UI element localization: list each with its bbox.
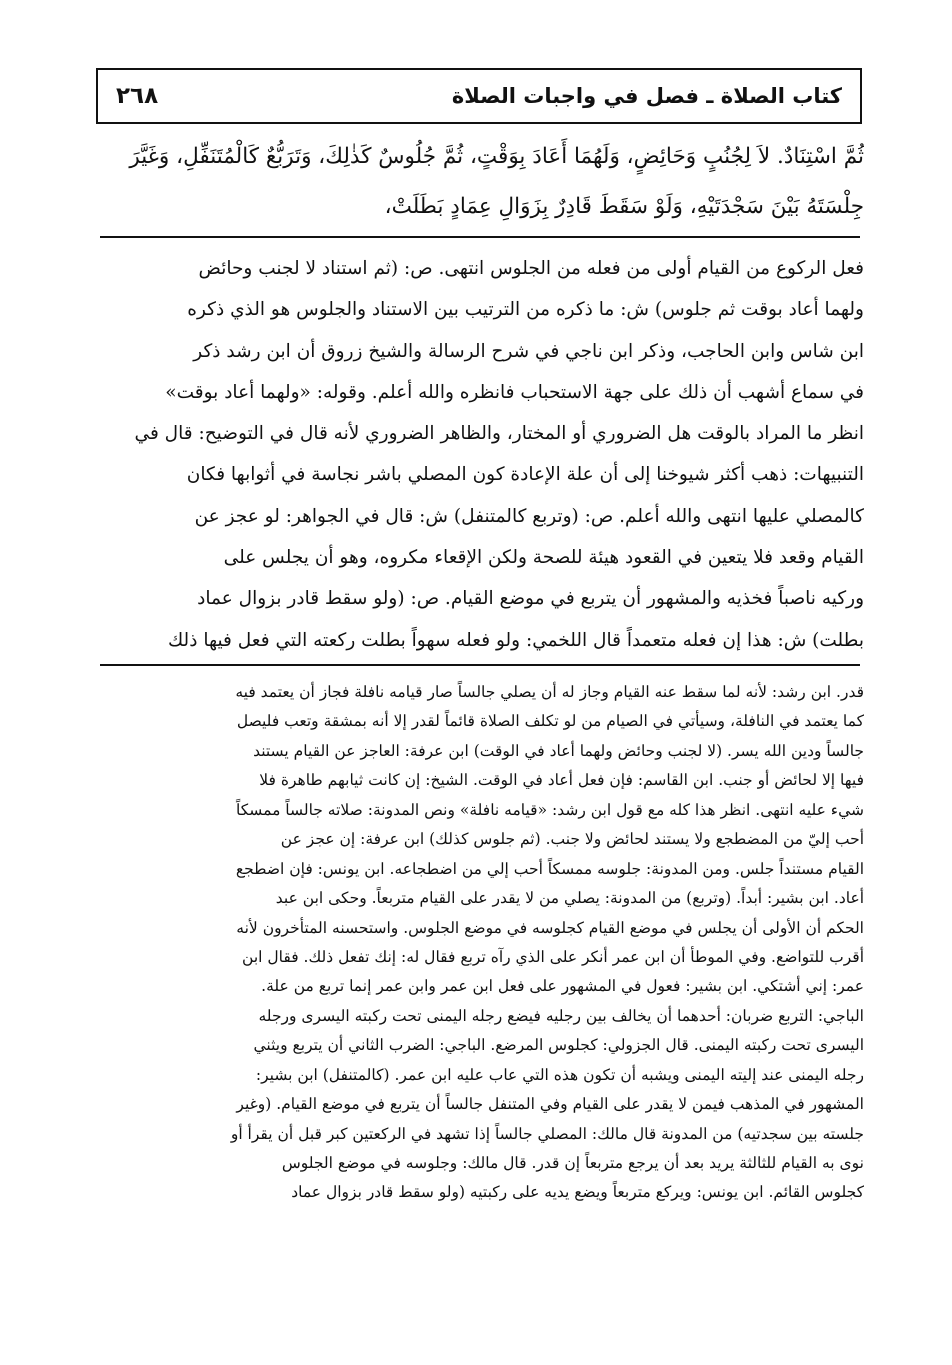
matn-line: جِلْسَتَهُ بَيْنَ سَجْدَتَيْهِ، وَلَوْ سَقَطَ قَادِرٌ بِزَوَالِ عِمَادٍ بَطَلَتْ، [384, 194, 864, 219]
hashiya-line: رجله اليمنى عند إليته اليمنى ويشبه أن تكون هذه التي عاب عليه ابن عمر. (كالمتنفل) ابن بشير: [255, 1065, 864, 1084]
hashiya-line: نوى به القيام للثالثة يريد بعد أن يرجع متربعاً إن قدر. قال مالك: وجلوسه في موضع الجلوس [281, 1154, 864, 1172]
matn-text [92, 132, 864, 232]
hashiya-line: القيام مستنداً جلس. ومن المدونة: جلوسه ممسكاً أحب إلي من اضطجاعه. ابن يونس: فإن اضطجع [235, 859, 864, 878]
page-number: ٢٦٨ [116, 83, 159, 109]
hashiya-line: قدر. ابن رشد: لأنه لما سقط عنه القيام وجاز له أن يصلي جالساً صار قيامه نافلة فجاز أن يعتمد فيه [235, 683, 864, 701]
hashiya-line: الحكم أن الأولى أن يجلس في موضع القيام كجلوسه في موضع الجلوس. واستحسنه المتأخرون لأنه [236, 918, 864, 937]
sharh-line: في سماع أشهب أن ذلك على جهة الاستحباب فانظره والله أعلم. وقوله: «ولهما أعاد بوقت» [165, 381, 864, 403]
matn-line: ثُمَّ اسْتِنَادٌ. لاَ لِجُنُبٍ وَحَائِضٍ، وَلَهُمَا أَعَادَ بِوَقْتٍ، ثُمَّ جُلُوسٌ كَذٰلِكَ، وَتَرَبُّعٌ كَالْمُتَنَفِّلِ، وَغَيَّرَ [129, 144, 864, 169]
sharh-line: انظر ما المراد بالوقت هل الضروري أو المختار، والظاهر الضروري لأنه قال في التوضيح: قال في [134, 423, 864, 445]
sharh-line: ابن شاس وابن الحاجب، وذكر ابن ناجي في شرح الرسالة والشيخ زروق أن ابن رشد ذكر [193, 340, 864, 362]
sharh-line: ولهما أعاد بوقت ثم جلوس) ش: ما ذكره من الترتيب بين الاستناد والجلوس هو الذي ذكره [187, 299, 864, 321]
hashiya-line: شيء عليه انتهى. انظر هذا كله مع قول ابن رشد: «قيامه نافلة» ونص المدونة: صلاته جالساً ممسكاً [236, 800, 864, 819]
hashiya-line: عمر: إني أشتكي. ابن بشير: فعول في المشهور على فعل ابن عمر وابن عمر إنما تربع من علة. [261, 977, 864, 996]
sharh-text [92, 248, 864, 661]
sharh-line: بطلت) ش: هذا إن فعله متعمداً قال اللخمي: ولو فعله سهواً بطلت ركعته التي فعل فيها ذلك [167, 629, 864, 651]
footnote-divider [100, 664, 860, 666]
sharh-line: التنبيهات: ذهب أكثر شيوخنا إلى أن علة الإعادة كون المصلي باشر نجاسة في أثوابها فكان [186, 464, 864, 486]
page-header [96, 68, 862, 124]
sharh-line: القيام وقعد فلا يتعين في القعود هيئة للصحة ولكن الإقعاء مكروه، وهو أن يجلس على [223, 547, 864, 569]
hashiya-line: الباجي: التربع ضربان: أحدهما أن يخالف بين رجليه فيضع رجله اليمنى تحت ركبته اليسرى ورجله [258, 1006, 864, 1025]
hashiya-line: أعاد. ابن بشير: أبداً. (وتربع) من المدونة: يصلي من لا يقدر على القيام متربعاً. وحكى ابن عبد [275, 889, 864, 908]
chapter-title: كتاب الصلاة ـ فصل في واجبات الصلاة [451, 84, 842, 108]
hashiya-line: اليسرى تحت ركبته اليمنى. قال الجزولي: كجلوس المرضع. الباجي: الضرب الثاني أن يتربع ويثني [253, 1036, 864, 1055]
sharh-line: كالمصلي عليها انتهى والله أعلم. ص: (وتربع كالمتنفل) ش: قال في الجواهر: لو عجز عن [194, 505, 864, 527]
hashiya-line: فيها إلا لحائض أو جنب. ابن القاسم: فإن فعل أعاد في الوقت. الشيخ: إن كانت ثيابهم طاهرة فلا [259, 771, 864, 790]
hashiya-line: كما يعتمد في النافلة، وسيأتي في الصيام من لو تكلف الصلاة قائماً لقدر إلا أنه بمشقة وتعب فليصل [236, 712, 864, 731]
hashiya-line: المشهور في المذهب فيمن لا يقدر على القيام وفي المتنفل جالساً أن يتربع في موضع القيام. (وغير [236, 1095, 864, 1114]
hashiya-line: أقرب للتواضع. وفي الموطأ أن ابن عمر أنكر على الذي رآه تربع فقال له: إنك تفعل ذلك. فقال ابن [242, 947, 864, 966]
matn-divider [100, 236, 860, 238]
hashiya-text [92, 678, 864, 1208]
sharh-line: فعل الركوع من القيام أولى من فعله من الجلوس انتهى. ص: (ثم استناد لا لجنب وحائض [198, 258, 864, 279]
hashiya-line: جالساً ودين الله يسر. (لا لجنب وحائض ولهما أعاد في الوقت) ابن عرفة: العاجز عن القيام يستند [253, 741, 864, 760]
hashiya-line: أحب إليّ من المضطجع ولا يستند لحائض ولا جنب. (ثم جلوس كذلك) ابن عرفة: إن عجز عن [280, 830, 864, 849]
hashiya-line: كجلوس القائم. ابن يونس: ويركع متربعاً ويضع يديه على ركبتيه (ولو سقط قادر بزوال عماد [291, 1183, 864, 1202]
sharh-line: وركيه ناصباً فخذيه والمشهور أن يتربع في موضع القيام. ص: (ولو سقط قادر بزوال عماد [197, 588, 864, 610]
hashiya-line: جلسته بين سجدتيه) من المدونة قال مالك: المصلي جالساً إذا تشهد في الركعتين كبر قبل أن يقرأ أو [230, 1124, 864, 1143]
